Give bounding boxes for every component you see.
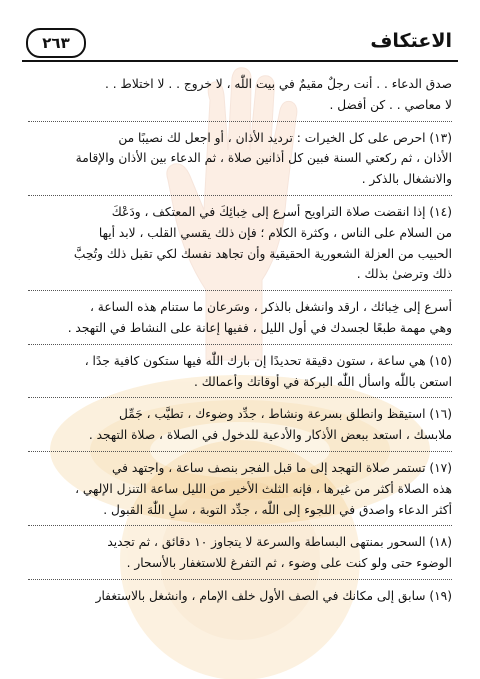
text-line: (١٤) إذا انقضت صلاة التراويح أسرع إلى خِبائِكَ في المعتكف ، ودَعْكَ: [111, 204, 452, 219]
text-line: وهي مهمة طبعًا لجسدك في أول الليل ، ففيها إعانة على النشاط في التهجد .: [67, 320, 452, 335]
chapter-title: الاعتكاف: [370, 30, 452, 52]
text-line: والانشغال بالذكر .: [361, 172, 452, 187]
text-line: استعن باللّٰه واسأل اللّٰه البركة في أوقاتك وأعمالك .: [194, 374, 452, 389]
paragraph-19: [28, 586, 452, 612]
header-divider: [22, 60, 458, 62]
text-line: (١٦) استيقظ وانطلق بسرعة ونشاط ، جدِّد وضوءك ، تطيَّب ، جَمِّل: [118, 407, 452, 422]
text-line: (١٩) سابق إلى مكانك في الصف الأول خلف الإمام ، وانشغل بالاستغفار: [95, 588, 452, 603]
text-line: هذه الصلاة أكثر من غيرها ، فإنه الثلث الأخير من الليل ساعة التنزل الإلهي ،: [75, 481, 452, 496]
text-line: من السلام على الناس ، وكثرة الكلام ؛ فإن ذلك يقسي القلب ، لابد أيها: [98, 225, 452, 240]
paragraph-intro: [28, 74, 452, 122]
body-text: [28, 74, 452, 618]
text-line: الأذان ، ثم ركعتي السنة فبين كل أذانين صلاة ، ثم الدعاء بين الأذان والإقامة: [75, 151, 452, 166]
text-line: أكثر الدعاء واصدق في اللجوء إلى اللّٰه ، جدِّد التوبة ، سلِ اللّٰهَ القبول .: [103, 502, 452, 517]
text-line: (١٧) تستمر صلاة التهجد إلى ما قبل الفجر بنصف ساعة ، واجتهد في: [112, 460, 452, 475]
paragraph-13: [28, 128, 452, 196]
paragraph-14: [28, 202, 452, 291]
paragraph-15: [28, 351, 452, 399]
text-line: ملابسك ، استعد ببعض الأذكار والأدعية للدخول في الصلاة ، صلاة التهجد .: [88, 428, 452, 443]
paragraph-18: [28, 532, 452, 580]
text-line: (١٣) احرص على كل الخيرات : ترديد الأذان ، أو اجعل لك نصيبًا من: [118, 130, 452, 145]
text-line: (١٥) هي ساعة ، ستون دقيقة تحديدًا إن بارك اللّٰه فيها ستكون كافية جدًا ،: [84, 353, 452, 368]
text-line: الوضوء حتى ولو كنت على وضوء ، ثم التفرغ للاستغفار بالأسحار .: [126, 556, 452, 571]
paragraph-16: [28, 404, 452, 452]
text-line: لا معاصي . . كن أفضل .: [329, 97, 452, 112]
text-line: الحبيب من العزلة الشعورية الحقيقية وأن تجاهد نفسك لكي تقبل ذلك وتُحِبَّ: [73, 246, 452, 261]
page-header: [22, 30, 458, 64]
text-line: صدق الدعاء . . أنت رجلٌ مقيمٌ في بيت اللّٰه ، لا خروج . . لا اختلاط . .: [105, 77, 452, 91]
paragraph-17: [28, 458, 452, 526]
paragraph-hasten: [28, 297, 452, 345]
page-number-badge: ٢٦٣: [26, 28, 86, 58]
text-line: ذلك وترضىٰ بذلك .: [356, 267, 452, 282]
text-line: أسرع إلى خِبائك ، ارقد وانشغل بالذكر ، وسَرعان ما ستنام هذه الساعة ،: [89, 300, 452, 315]
text-line: (١٨) السحور بمنتهى البساطة والسرعة لا يتجاوز ١٠ دقائق ، ثم تجديد: [107, 535, 452, 550]
